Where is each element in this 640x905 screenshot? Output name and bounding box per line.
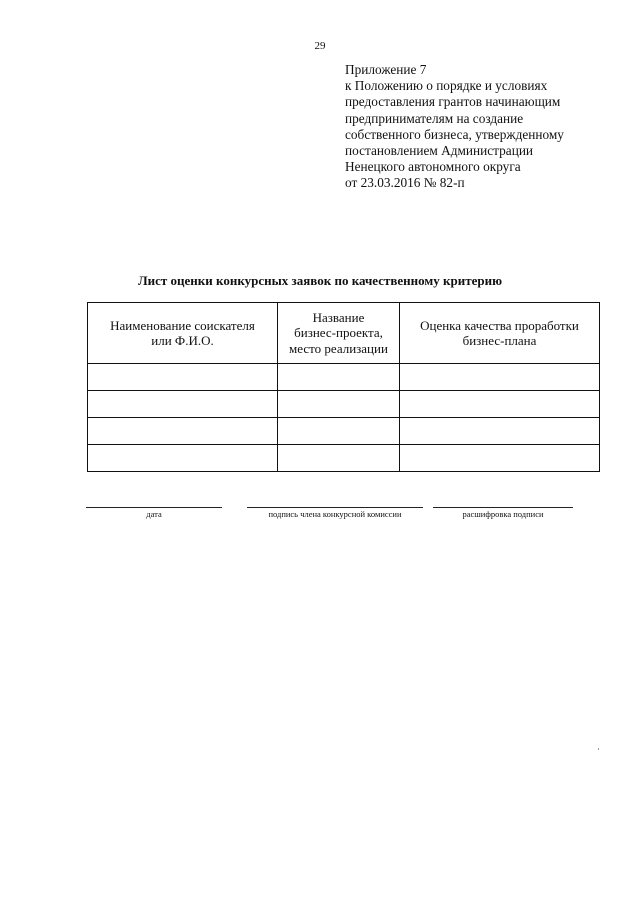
table-cell — [278, 445, 400, 472]
page-number: 29 — [314, 40, 326, 52]
signature-caption: подпись члена конкурсной комиссии — [268, 509, 402, 519]
header-line: Оценка качества проработки — [420, 317, 579, 333]
appendix-line: Ненецкого автономного округа — [345, 159, 521, 175]
table-cell — [88, 418, 278, 445]
table-cell — [400, 418, 600, 445]
header-line: бизнес-плана — [462, 333, 537, 348]
table-header-row — [88, 303, 600, 364]
table-cell — [278, 364, 400, 391]
header-line: или Ф.И.О. — [151, 333, 214, 348]
scan-artifact — [598, 748, 599, 750]
table-row — [88, 418, 600, 445]
header-line: место реализации — [289, 340, 388, 356]
table-cell — [278, 391, 400, 418]
table-cell — [400, 391, 600, 418]
appendix-line: от 23.03.2016 № 82-п — [345, 175, 465, 191]
document-title: Лист оценки конкурсных заявок по качественному критерию — [137, 273, 503, 288]
appendix-line: к Положению о порядке и условиях — [345, 78, 548, 94]
appendix-block — [345, 62, 615, 192]
date-caption: дата — [146, 509, 162, 519]
appendix-line: собственного бизнеса, утвержденному — [345, 126, 564, 142]
appendix-line: постановлением Администрации — [345, 143, 534, 159]
header-quality-score — [400, 303, 600, 364]
table-cell — [400, 445, 600, 472]
signature-line — [247, 507, 423, 508]
date-signature-line — [86, 507, 222, 508]
table-row — [88, 391, 600, 418]
table-cell — [278, 418, 400, 445]
table-cell — [88, 445, 278, 472]
appendix-line: Приложение 7 — [345, 62, 427, 77]
decoding-caption: расшифровка подписи — [462, 509, 544, 519]
decoding-signature-line — [433, 507, 573, 508]
table-cell — [400, 364, 600, 391]
table-cell — [88, 391, 278, 418]
header-line: Наименование соискателя — [110, 317, 255, 333]
header-applicant-name — [88, 303, 278, 364]
appendix-line: предоставления грантов начинающим — [345, 94, 561, 110]
table-row — [88, 445, 600, 472]
header-line: бизнес-проекта, — [294, 325, 383, 341]
header-line: Название — [312, 309, 365, 325]
table-row — [88, 364, 600, 391]
evaluation-table — [87, 302, 600, 472]
header-project-name — [278, 303, 400, 364]
table-cell — [88, 364, 278, 391]
appendix-line: предпринимателям на создание — [345, 110, 524, 126]
